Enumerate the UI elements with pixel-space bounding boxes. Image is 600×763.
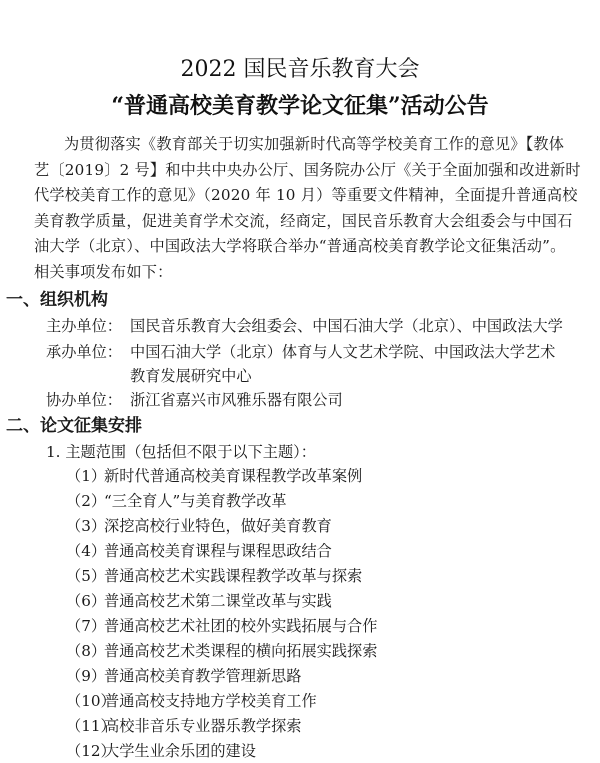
topic-text: 新时代普通高校美育课程教学改革案例 xyxy=(104,467,363,485)
topic-item xyxy=(66,589,332,613)
topic-number: （11） xyxy=(66,717,116,735)
intro-line: 美育教学质量，促进美育学术交流，经商定，国民音乐教育大会组委会与中国石 xyxy=(34,211,573,230)
section-heading-organization: 一、组织机构 xyxy=(6,290,108,310)
topic-item xyxy=(66,714,301,738)
topic-item xyxy=(66,664,301,688)
topic-item xyxy=(66,564,362,588)
topic-text: 普通高校艺术类课程的横向拓展实践探索 xyxy=(104,642,378,660)
topic-number: （3） xyxy=(66,517,107,535)
doc-title-line-1: 2022 国民音乐教育大会 xyxy=(180,57,420,82)
topic-item xyxy=(66,464,362,488)
intro-paragraph xyxy=(34,132,586,285)
topic-item xyxy=(66,514,332,538)
host-value: 国民音乐教育大会组委会、中国石油大学（北京）、中国政法大学 xyxy=(130,317,563,335)
topic-text: 高校非音乐专业器乐教学探索 xyxy=(104,717,302,735)
intro-line: 艺〔2019〕2 号】和中共中央办公厅、国务院办公厅《关于全面加强和改进新时 xyxy=(34,160,581,179)
co-organizer-value: 浙江省嘉兴市风雅乐器有限公司 xyxy=(130,391,343,409)
section-heading-papers: 二、论文征集安排 xyxy=(6,416,142,436)
topic-number: （12） xyxy=(66,742,116,760)
topic-text: 深挖高校行业特色，做好美育教育 xyxy=(104,517,332,535)
co-organizer-row xyxy=(46,388,343,412)
host-label: 主办单位： xyxy=(46,317,122,335)
intro-line: 油大学（北京）、中国政法大学将联合举办“普通高校美育教学论文征集活动”。 xyxy=(34,237,566,255)
topic-item xyxy=(66,614,377,638)
topic-number: （7） xyxy=(66,617,107,635)
topic-number: （10） xyxy=(66,692,116,710)
topic-text: 普通高校支持地方学校美育工作 xyxy=(104,692,317,710)
topic-text: 普通高校美育课程与课程思政结合 xyxy=(104,542,332,560)
intro-line: 相关事项发布如下： xyxy=(34,262,173,281)
organizer-label: 承办单位： xyxy=(46,343,122,361)
topic-text: 普通高校艺术实践课程教学改革与探索 xyxy=(104,567,363,585)
topic-text: 普通高校美育教学管理新思路 xyxy=(104,667,302,685)
topic-scope-heading: 1. 主题范围（包括但不限于以下主题）： xyxy=(46,443,316,461)
topic-item xyxy=(66,639,377,663)
topic-number: （1） xyxy=(66,467,107,485)
topic-number: （2） xyxy=(66,492,107,510)
intro-line: 代学校美育工作的意见》（2020 年 10 月）等重要文件精神，全面提升普通高校 xyxy=(34,186,578,204)
topic-number: （4） xyxy=(66,542,107,560)
topic-item xyxy=(66,739,256,763)
co-organizer-label: 协办单位： xyxy=(46,391,122,409)
topic-number: （9） xyxy=(66,667,107,685)
doc-title-line-2: “普通高校美育教学论文征集”活动公告 xyxy=(111,93,489,119)
host-row xyxy=(46,314,563,338)
topic-text: 大学生业余乐团的建设 xyxy=(104,742,256,760)
topic-text: “三全育人”与美育教学改革 xyxy=(104,492,287,510)
topic-item xyxy=(66,689,317,713)
topic-number: （6） xyxy=(66,592,107,610)
organizer-row xyxy=(46,340,555,364)
topic-number: （5） xyxy=(66,567,107,585)
topic-item xyxy=(66,489,287,513)
topic-text: 普通高校艺术第二课堂改革与实践 xyxy=(104,592,332,610)
topic-item xyxy=(66,539,332,563)
topic-text: 普通高校艺术社团的校外实践拓展与合作 xyxy=(104,617,378,635)
organizer-value: 中国石油大学（北京）体育与人文艺术学院、中国政法大学艺术 xyxy=(130,343,556,361)
topic-number: （8） xyxy=(66,642,107,660)
organizer-value-continued: 教育发展研究中心 xyxy=(130,367,252,385)
intro-line: 为贯彻落实《教育部关于切实加强新时代高等学校美育工作的意见》【教体 xyxy=(64,135,565,153)
